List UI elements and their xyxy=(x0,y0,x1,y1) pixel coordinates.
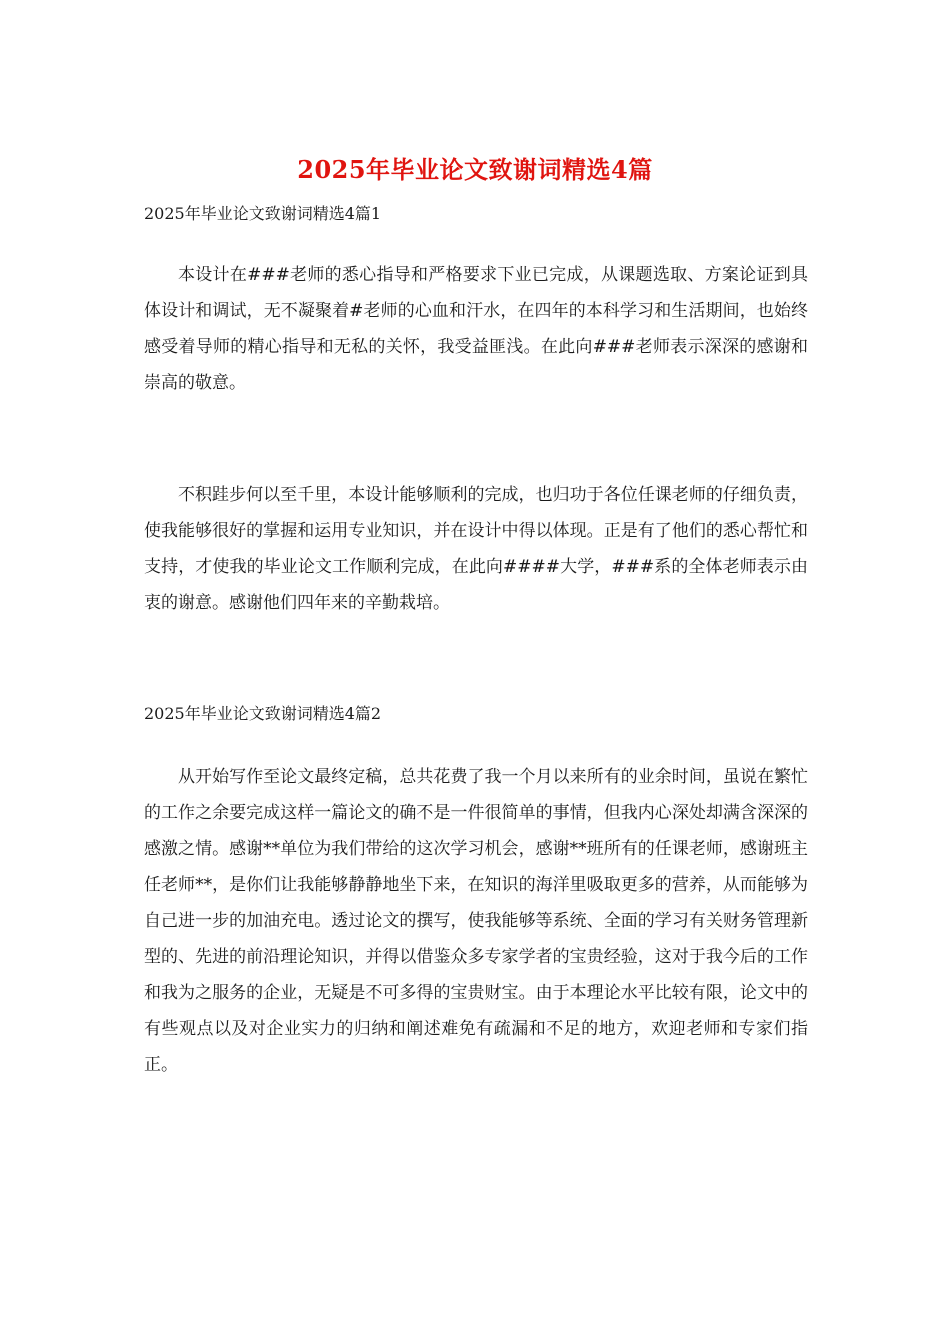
section-heading-2: 2025年毕业论文致谢词精选4篇2 xyxy=(144,704,382,723)
section-heading-1: 2025年毕业论文致谢词精选4篇1 xyxy=(144,204,382,223)
paragraph-1-2: 不积跬步何以至千里，本设计能够顺利的完成，也归功于各位任课老师的仔细负责，使我能够很好的掌握和运用专业知识，并在设计中得以体现。正是有了他们的悉心帮忙和支持，才使我的毕业论文工作顺利完成，在此向####大学，###系的全体老师表示由衷的谢意。感谢他们四年来的辛勤栽培。 xyxy=(144,485,808,613)
paragraph-1-1: 本设计在###老师的悉心指导和严格要求下业已完成，从课题选取、方案论证到具体设计和调试，无不凝聚着#老师的心血和汗水，在四年的本科学习和生活期间，也始终感受着导师的精心指导和无私的关怀，我受益匪浅。在此向###老师表示深深的感谢和崇高的敬意。 xyxy=(144,265,808,393)
document-title: 2025年毕业论文致谢词精选4篇 xyxy=(297,155,653,184)
paragraph-2-1: 从开始写作至论文最终定稿，总共花费了我一个月以来所有的业余时间，虽说在繁忙的工作之余要完成这样一篇论文的确不是一件很简单的事情，但我内心深处却满含深深的感激之情。感谢**单位为我们带给的这次学习机会，感谢**班所有的任课老师，感谢班主任老师**，是你们让我能够静静地坐下来，在知识的海洋里吸取更多的营养，从而能够为自己进一步的加油充电。透过论文的撰写，使我能够等系统、全面的学习有关财务管理新型的、先进的前沿理论知识，并得以借鉴众多专家学者的宝贵经验，这对于我今后的工作和我为之服务的企业，无疑是不可多得的宝贵财宝。由于本理论水平比较有限，论文中的有些观点以及对企业实力的归纳和阐述难免有疏漏和不足的地方，欢迎老师和专家们指正。 xyxy=(144,767,808,1075)
